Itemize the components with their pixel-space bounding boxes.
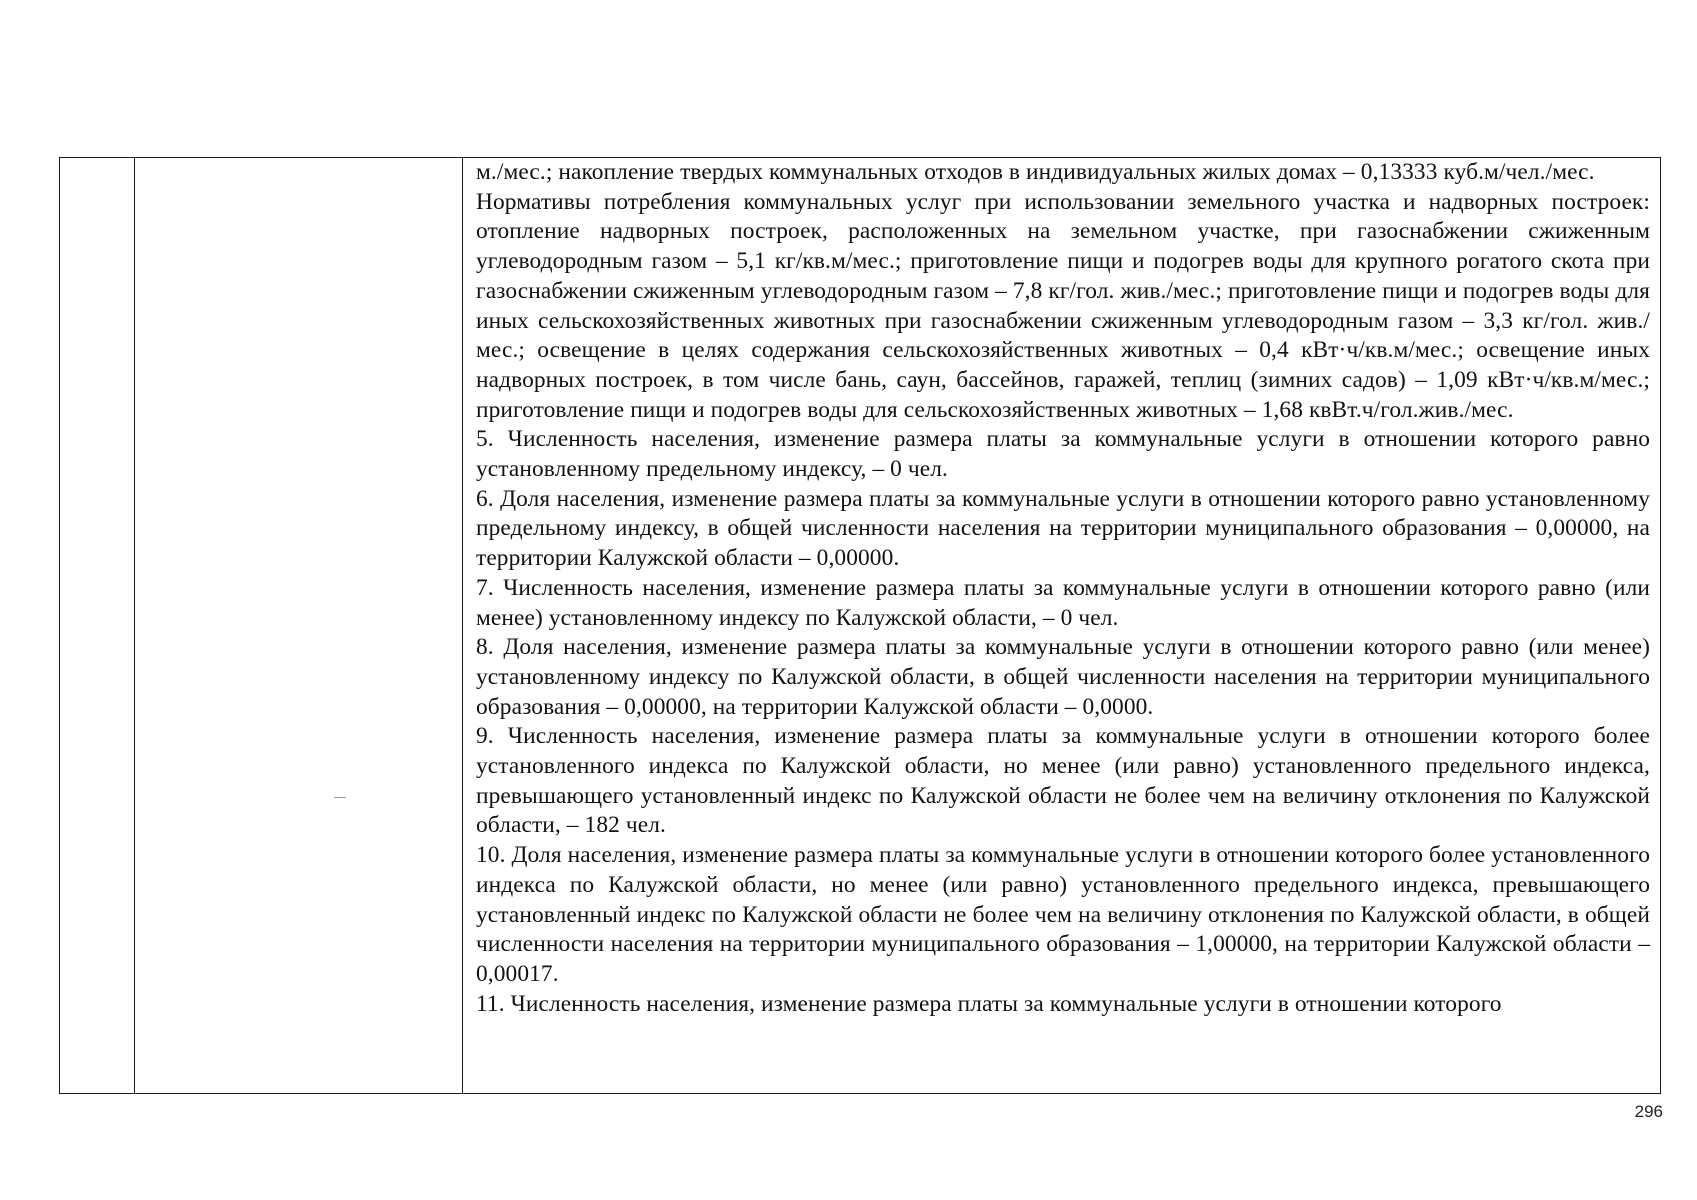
table-column-number: [60, 158, 135, 1093]
paragraph-item-8: 8. Доля населения, изменение размера платы за коммунальные услуги в отношении которого равно (или менее) установленному индексу по Калужской области, в общей численности населения на территории муниципального образования – 0,00000, на территории Калужской области – 0,0000.: [476, 634, 1650, 720]
paragraph-item-9: 9. Численность населения, изменение размера платы за коммунальные услуги в отношении которого более установленного индекса по Калужской области, но менее (или равно) установленного предельного индекса, превышающего установленный индекс по Калужской области не более чем на величину отклонения по Калужской области, – 182 чел.: [476, 723, 1650, 839]
table-column-name: [134, 158, 463, 1093]
scan-artifact: [334, 797, 346, 798]
regulation-table: [59, 157, 1661, 1094]
page-number: 296: [1634, 1102, 1663, 1121]
paragraph-item-5: 5. Численность населения, изменение размера платы за коммунальные услуги в отношении которого равно установленному предельному индексу, – 0 чел.: [476, 426, 1650, 483]
paragraph-item-7: 7. Численность населения, изменение размера платы за коммунальные услуги в отношении которого равно (или менее) установленному индексу по Калужской области, – 0 чел.: [476, 574, 1650, 631]
paragraph-waste-norms: м./мес.; накопление твердых коммунальных отходов в индивидуальных жилых домах – 0,13333 куб.м/чел./мес.: [476, 159, 1595, 185]
paragraph-land-plot-norms: Нормативы потребления коммунальных услуг при использовании земельного участка и надворных построек: отопление надворных построек, расположенных на земельном участке, при газоснабжении сжиженным углеводородным газом – 5,1 кг/кв.м/мес.; приготовление пищи и подогрев воды для крупного рогатого скота при газоснабжении сжиженным углеводородным газом – 7,8 кг/гол. жив./мес.; приготовление пищи и подогрев воды для иных сельскохозяйственных животных при газоснабжении сжиженным углеводородным газом – 3,3 кг/гол. жив./мес.; освещение в целях содержания сельскохозяйственных животных – 0,4 кВт·ч/кв.м/мес.; освещение иных надворных построек, в том числе бань, саун, бассейнов, гаражей, теплиц (зимних садов) – 1,09 кВт·ч/кв.м/мес.; приготовление пищи и подогрев воды для сельскохозяйственных животных – 1,68 квВт.ч/гол.жив./мес.: [476, 188, 1650, 423]
table-column-description: [462, 158, 1660, 1093]
paragraph-item-6: 6. Доля населения, изменение размера платы за коммунальные услуги в отношении которого равно установленному предельному индексу, в общей численности населения на территории муниципального образования – 0,00000, на территории Калужской области – 0,00000.: [476, 485, 1650, 572]
paragraph-item-11: 11. Численность населения, изменение размера платы за коммунальные услуги в отношении которого: [476, 990, 1502, 1017]
paragraph-item-10: 10. Доля населения, изменение размера платы за коммунальные услуги в отношении которого более установленного индекса по Калужской области, но менее (или равно) установленного предельного индекса, превышающего установленный индекс по Калужской области не более чем на величину отклонения по Калужской области, в общей численности населения на территории муниципального образования – 1,00000, на территории Калужской области – 0,00017.: [476, 842, 1650, 987]
